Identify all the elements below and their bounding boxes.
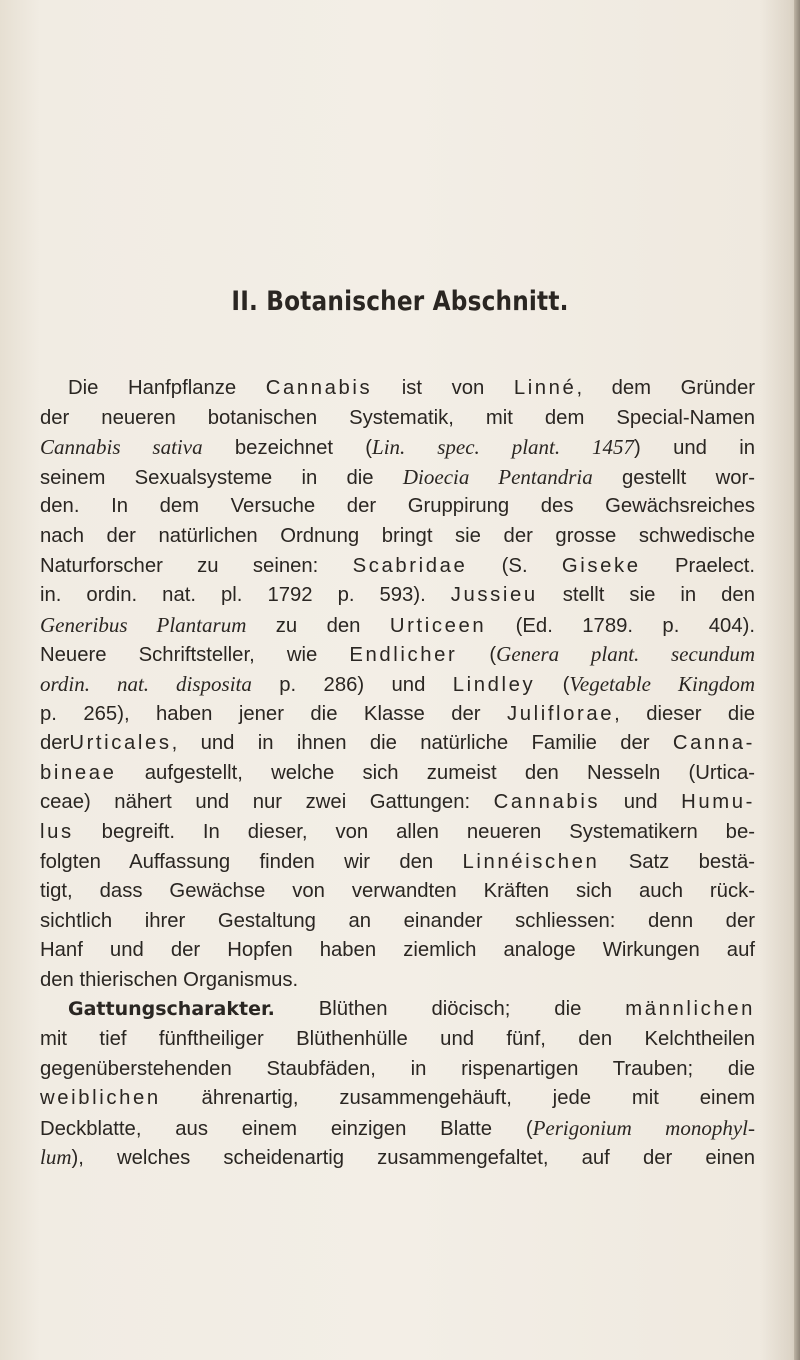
text-run: Perigonium monophyl- — [532, 1115, 755, 1140]
text-run: Die Hanfpflanze — [68, 377, 266, 399]
text-line — [40, 877, 755, 907]
text-run: der — [40, 732, 70, 755]
text-line — [40, 463, 755, 493]
text-run: Lin. spec. plant. 1457 — [372, 435, 635, 460]
text-line — [40, 907, 755, 937]
text-line — [40, 700, 755, 730]
text-run: Linné — [513, 377, 577, 399]
text-line — [40, 1114, 755, 1144]
text-run: Generibus Plantarum — [40, 612, 247, 637]
text-run: , und in ihnen die natürliche Familie der — [171, 732, 673, 755]
text-run: Cannabis — [493, 791, 601, 814]
text-run: ährenartig, zusammengehäuft, jede mit einem — [160, 1087, 755, 1110]
text-line — [40, 995, 755, 1025]
text-run: Scabridae — [352, 554, 468, 577]
text-run: Neuere Schriftsteller, wie — [40, 644, 350, 667]
text-run: ceae) nähert und nur zwei Gattungen: — [40, 791, 494, 814]
text-run: , dieser die — [614, 702, 755, 725]
text-line — [40, 759, 755, 789]
text-run: (Ed. 1789. p. 404). — [486, 614, 755, 637]
text-run: ordin. nat. disposita — [40, 671, 252, 696]
text-run: (S. — [467, 554, 562, 577]
text-run: Giseke — [561, 554, 641, 577]
text-run: Cannabis — [265, 377, 373, 399]
text-run: Endlicher — [349, 644, 458, 667]
text-run: sichtlich ihrer Gestaltung an einander schliessen: denn der — [40, 909, 755, 932]
section-heading: II. Botanischer Abschnitt. — [231, 286, 569, 317]
body-text — [40, 374, 755, 1173]
text-run: Urticeen — [389, 614, 487, 637]
text-run: zu den — [246, 614, 390, 637]
text-line — [40, 611, 755, 641]
text-run: ) und in — [634, 437, 755, 460]
text-line — [40, 404, 755, 434]
text-run: Hanf und der Hopfen haben ziemlich analoge Wirkungen auf — [40, 939, 755, 962]
text-run: , dem Gründer — [576, 377, 755, 399]
text-run: Linnéischen — [462, 850, 600, 873]
text-run: Genera plant. secundum — [496, 642, 755, 667]
text-run: nach der natürlichen Ordnung bringt sie der grosse schwedische — [40, 524, 755, 547]
text-run: gestellt wor- — [592, 466, 756, 489]
text-run: Canna- — [672, 732, 755, 755]
text-run: Jussieu — [450, 584, 538, 607]
text-line — [40, 788, 755, 818]
text-line — [40, 433, 755, 463]
text-line — [40, 848, 755, 878]
text-run: der neueren botanischen Systematik, mit dem Special-Namen — [40, 406, 755, 429]
text-line — [40, 1025, 755, 1055]
text-run: tigt, dass Gewächse von verwandten Kräften sich auch rück- — [40, 880, 755, 903]
text-line — [40, 966, 755, 996]
text-run: den. In dem Versuche der Gruppirung des Gewächsreiches — [40, 495, 755, 518]
text-line — [40, 552, 755, 582]
text-run: Humu- — [681, 791, 755, 814]
text-line — [40, 670, 755, 700]
text-line — [40, 818, 755, 848]
text-run: Lindley — [452, 673, 536, 696]
text-run: ( — [535, 673, 570, 696]
text-line — [40, 374, 755, 404]
text-line — [40, 1143, 755, 1173]
text-run: Cannabis sativa — [40, 435, 203, 460]
text-line — [40, 492, 755, 522]
text-line — [40, 581, 755, 611]
text-run: ), welches scheidenartig zusammengefaltet, auf der einen — [71, 1147, 755, 1170]
text-run: den thierischen Organismus. — [40, 968, 299, 991]
text-run: p. 286) und — [251, 673, 453, 696]
text-run: Satz bestä- — [599, 850, 755, 873]
text-run: begreift. In dieser, von allen neueren Systematikern be- — [73, 820, 755, 843]
text-line — [40, 936, 755, 966]
text-run: ist von — [372, 377, 514, 399]
text-run: Vegetable Kingdom — [569, 671, 756, 696]
text-line — [40, 522, 755, 552]
text-run: und — [600, 791, 682, 814]
text-run: Deckblatte, aus einem einzigen Blatte ( — [40, 1117, 533, 1140]
text-run: bineae — [40, 761, 117, 784]
page-edge-shadow — [794, 0, 800, 1360]
text-run: Praelect. — [640, 554, 755, 577]
text-line — [40, 729, 755, 759]
text-run: lum — [40, 1145, 72, 1170]
text-run: gegenüberstehenden Staubfäden, in rispenartigen Trauben; die — [40, 1057, 755, 1080]
text-run: bezeichnet ( — [202, 437, 373, 460]
text-run: in. ordin. nat. pl. 1792 p. 593). — [40, 584, 451, 607]
text-run: p. 265), haben jener die Klasse der — [40, 702, 507, 725]
text-run: Gattungscharakter. — [68, 998, 275, 1021]
text-run: mit tief fünftheiliger Blüthenhülle und fünf, den Kelchtheilen — [40, 1028, 755, 1051]
text-line — [40, 1084, 755, 1114]
text-run: aufgestellt, welche sich zumeist den Nesseln (Urtica- — [116, 761, 755, 784]
text-run: weiblichen — [40, 1087, 161, 1110]
text-run: Urticales — [69, 732, 172, 755]
text-run: Naturforscher zu seinen: — [40, 554, 353, 577]
text-line — [40, 1055, 755, 1085]
text-run: ( — [457, 644, 497, 667]
text-run: seinem Sexualsysteme in die — [40, 466, 403, 489]
text-line — [40, 640, 755, 670]
text-run: männlichen — [625, 998, 755, 1021]
text-run: Blüthen diöcisch; die — [274, 998, 626, 1021]
text-run: lus — [40, 820, 74, 843]
text-run: stellt sie in den — [537, 584, 755, 607]
text-run: folgten Auffassung finden wir den — [40, 850, 463, 873]
text-run: Juliflorae — [506, 702, 615, 725]
text-run: Dioecia Pentandria — [402, 464, 593, 489]
